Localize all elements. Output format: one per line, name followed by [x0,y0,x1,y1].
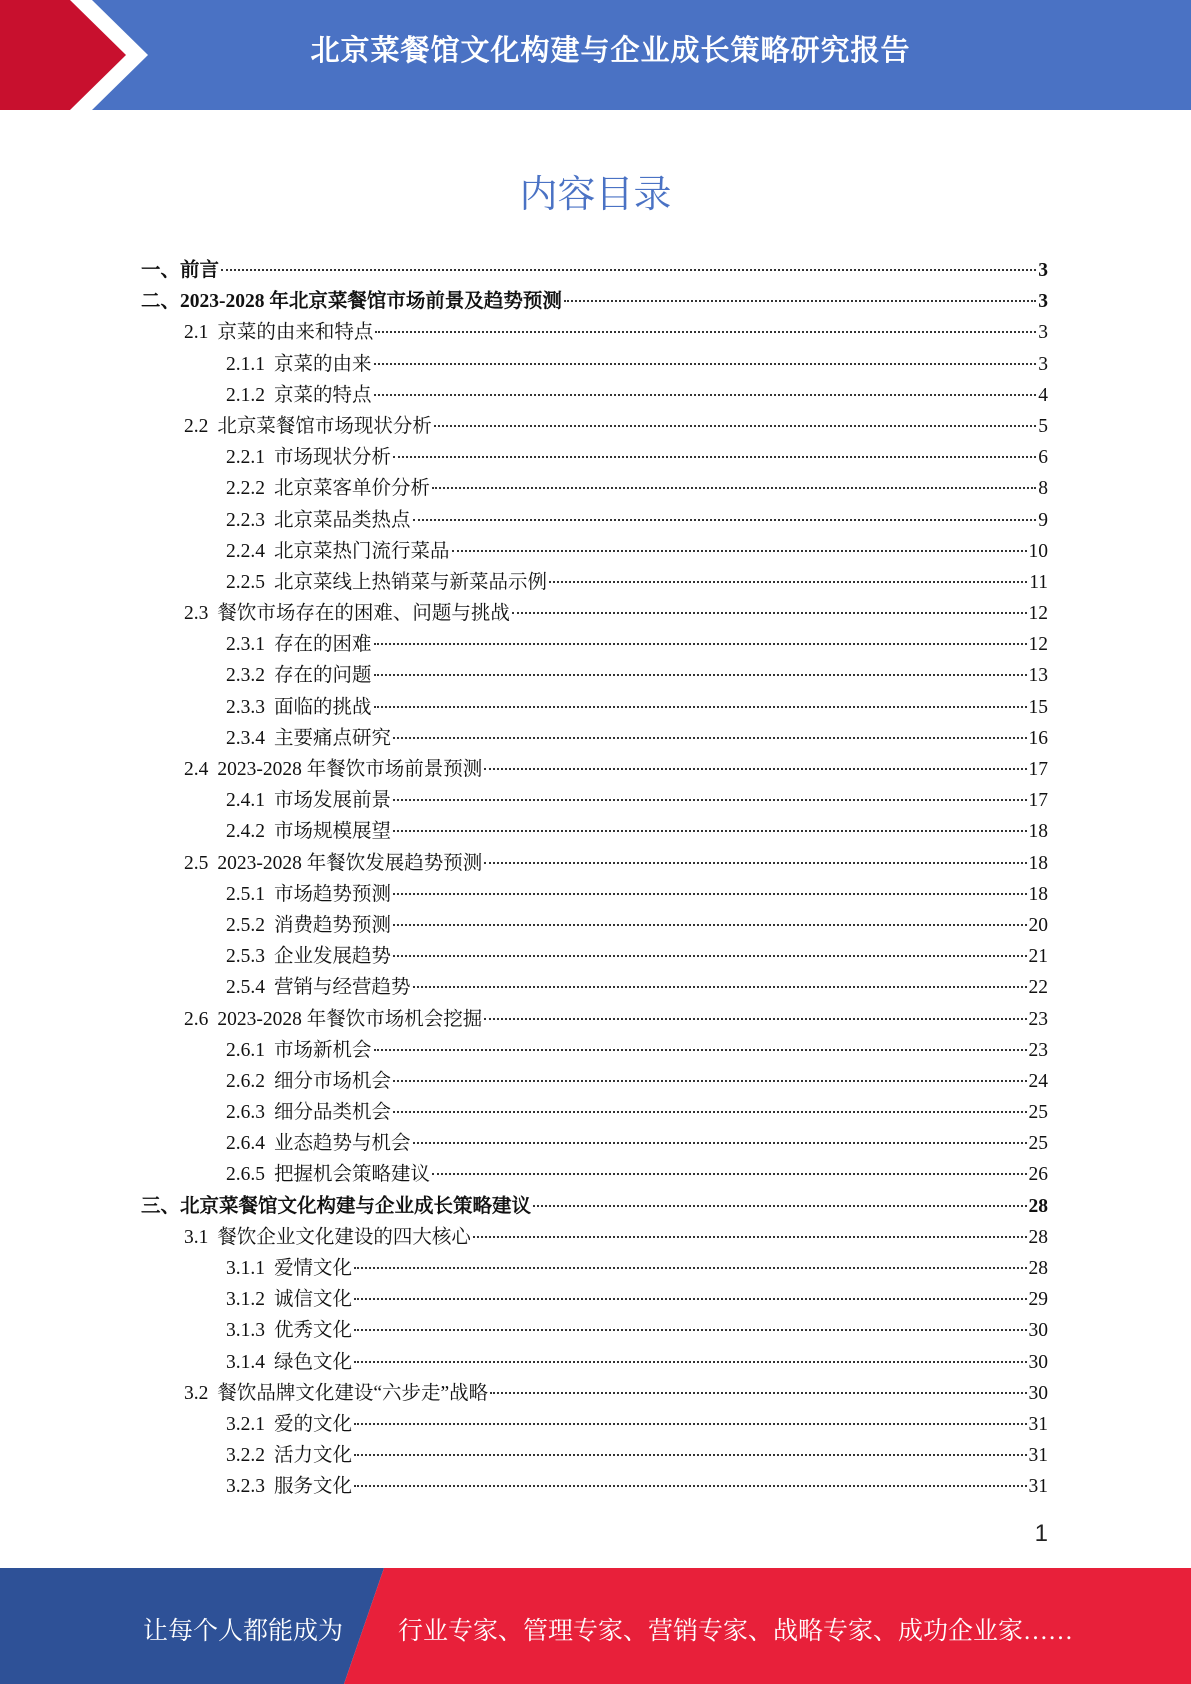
toc-entry[interactable] [141,1221,1048,1252]
toc-entry[interactable] [141,504,1048,535]
toc-entry-number: 2.6 [184,1008,209,1030]
toc-entry-title: 餐饮市场存在的困难、问题与挑战 [217,603,510,625]
toc-dot-leader [374,394,1036,396]
toc-entry[interactable] [141,1127,1048,1158]
toc-entry-title: 主要痛点研究 [274,727,392,749]
toc-entry-title: 2023-2028 年餐饮市场机会挖掘 [217,1008,483,1030]
toc-dot-leader [452,550,1027,552]
page-header [0,0,1191,110]
toc-entry-title: 2023-2028 年餐饮发展趋势预测 [217,852,483,874]
toc-entry-title: 北京菜热门流行菜品 [274,540,450,562]
toc-entry[interactable] [141,1470,1048,1501]
toc-entry-title: 爱的文化 [274,1413,353,1435]
toc-dot-leader [413,519,1036,521]
toc-entry-number: 2.5.1 [226,883,265,905]
toc-entry[interactable] [141,597,1048,628]
toc-entry-number: 2.2.4 [226,540,265,562]
toc-entry-number: 2.2.5 [226,571,265,593]
toc-entry-title: 北京菜客单价分析 [274,478,431,500]
page-number: 1 [1034,1520,1048,1547]
toc-entry-title: 北京菜餐馆文化构建与企业成长策略建议 [180,1195,532,1217]
toc-dot-leader [354,1423,1026,1425]
toc-entry-page: 29 [1028,1289,1048,1311]
toc-dot-leader [354,1454,1026,1456]
toc-entry-number: 3.1.1 [226,1258,265,1279]
footer-slogan-left: 让每个人都能成为 [143,1618,344,1645]
toc-entry-page: 12 [1028,634,1048,656]
toc-entry-number: 2.2.1 [226,447,265,469]
toc-entry-title: 餐饮企业文化建设的四大核心 [217,1226,471,1248]
toc-entry-page: 20 [1028,914,1048,936]
toc-entry-page: 31 [1028,1445,1048,1467]
toc-entry[interactable] [141,472,1048,503]
toc-entry[interactable] [141,566,1048,597]
toc-dot-leader [374,674,1027,676]
toc-entry-page: 26 [1028,1164,1048,1186]
toc-entry-page: 8 [1038,478,1048,500]
toc-entry[interactable] [141,1252,1048,1283]
toc-dot-leader [374,643,1027,645]
toc-dot-leader [434,425,1036,427]
toc-entry-number: 2.2 [184,415,209,437]
toc-dot-leader [432,487,1036,489]
table-of-contents [141,254,1048,1502]
toc-entry-number: 2.4 [184,759,209,780]
toc-entry[interactable] [141,535,1048,566]
toc-entry-number: 2.5.4 [226,977,265,999]
toc-dot-leader [533,1205,1026,1207]
toc-dot-leader [393,456,1036,458]
toc-entry-number: 2.1.2 [226,384,265,406]
toc-entry-page: 30 [1028,1382,1048,1404]
toc-dot-leader [354,1485,1026,1487]
toc-entry[interactable] [141,909,1048,940]
toc-entry-title: 2023-2028 年餐饮市场前景预测 [217,759,483,780]
toc-entry-title: 爱情文化 [274,1258,353,1279]
toc-entry[interactable] [141,348,1048,379]
toc-dot-leader [490,1392,1026,1394]
toc-entry-number: 2.3 [184,603,209,625]
report-title: 北京菜餐馆文化构建与企业成长策略研究报告 [310,35,911,67]
toc-entry-title: 活力文化 [274,1445,353,1467]
toc-entry-title: 绿色文化 [274,1351,353,1373]
toc-entry-page: 18 [1028,852,1048,874]
toc-entry[interactable] [141,847,1048,878]
toc-entry-page: 31 [1028,1476,1048,1498]
toc-entry[interactable] [141,940,1048,971]
toc-entry-page: 31 [1028,1413,1048,1435]
toc-entry-number: 3.1.4 [226,1351,265,1373]
toc-entry-number: 3.1 [184,1226,209,1248]
toc-entry-page: 23 [1028,1008,1048,1030]
toc-entry[interactable] [141,1439,1048,1470]
toc-dot-leader [374,363,1036,365]
toc-entry-page: 13 [1028,665,1048,687]
toc-dot-leader [374,706,1027,708]
toc-entry-page: 22 [1028,977,1048,999]
toc-dot-leader [221,269,1036,271]
toc-entry-number: 2.4.2 [226,821,265,843]
toc-entry-number: 一、 [141,260,181,281]
toc-entry-page: 23 [1028,1039,1048,1061]
toc-entry[interactable] [141,1283,1048,1314]
toc-entry-page: 18 [1028,883,1048,905]
toc-dot-leader [549,581,1027,583]
toc-dot-leader [393,955,1026,957]
toc-entry-page: 24 [1028,1070,1048,1092]
toc-entry-number: 2.1 [184,322,209,344]
toc-dot-leader [393,893,1026,895]
toc-entry-title: 存在的困难 [274,634,372,656]
toc-entry[interactable] [141,815,1048,846]
toc-entry-page: 17 [1028,759,1048,780]
toc-entry[interactable] [141,379,1048,410]
toc-entry-title: 业态趋势与机会 [274,1133,411,1155]
toc-entry-number: 三、 [141,1195,181,1217]
toc-entry-title: 2023-2028 年北京菜餐馆市场前景及趋势预测 [180,291,562,313]
toc-entry-page: 16 [1028,727,1048,749]
toc-entry-title: 细分市场机会 [274,1070,392,1092]
toc-entry-page: 30 [1028,1320,1048,1342]
toc-entry-page: 25 [1028,1102,1048,1124]
toc-entry-title: 面临的挑战 [274,696,372,718]
toc-dot-leader [484,862,1026,864]
toc-dot-leader [473,1236,1027,1238]
toc-entry-title: 京菜的由来和特点 [217,322,374,344]
toc-entry[interactable] [141,784,1048,815]
toc-entry[interactable] [141,971,1048,1002]
toc-entry-number: 2.5.3 [226,946,265,968]
toc-entry-page: 28 [1028,1195,1048,1217]
page-footer [0,1568,1191,1684]
toc-entry-page: 17 [1028,790,1048,812]
toc-entry-page: 18 [1028,821,1048,843]
toc-entry-number: 2.1.1 [226,353,265,375]
toc-entry[interactable] [141,1096,1048,1127]
toc-entry-number: 二、 [141,291,181,313]
toc-entry[interactable] [141,316,1048,347]
toc-dot-leader [393,799,1026,801]
toc-entry-title: 京菜的特点 [274,384,372,406]
toc-entry-number: 3.2.3 [226,1476,265,1498]
toc-entry-number: 3.1.2 [226,1289,265,1311]
toc-entry[interactable] [141,254,1048,285]
toc-entry-page: 10 [1028,540,1048,562]
toc-entry-number: 2.6.1 [226,1039,265,1061]
toc-dot-leader [413,986,1027,988]
toc-entry[interactable] [141,753,1048,784]
toc-entry[interactable] [141,1065,1048,1096]
toc-entry-title: 服务文化 [274,1476,353,1498]
toc-entry-title: 市场现状分析 [274,447,392,469]
toc-entry-title: 市场趋势预测 [274,883,392,905]
toc-entry-title: 北京菜线上热销菜与新菜品示例 [274,571,548,593]
toc-entry-page: 28 [1028,1258,1048,1279]
toc-entry-number: 2.3.4 [226,727,265,749]
toc-entry[interactable] [141,1377,1048,1408]
toc-entry[interactable] [141,1346,1048,1377]
toc-entry[interactable] [141,691,1048,722]
toc-entry-number: 2.5.2 [226,914,265,936]
toc-entry[interactable] [141,441,1048,472]
toc-entry[interactable] [141,878,1048,909]
toc-dot-leader [393,924,1026,926]
toc-entry-title: 北京菜品类热点 [274,509,411,531]
toc-entry-number: 2.6.2 [226,1070,265,1092]
toc-dot-leader [354,1361,1026,1363]
toc-entry-title: 北京菜餐馆市场现状分析 [217,415,432,437]
toc-entry-number: 2.6.4 [226,1133,265,1155]
toc-entry-page: 3 [1038,322,1048,344]
toc-entry-number: 2.6.3 [226,1102,265,1124]
toc-entry-title: 存在的问题 [274,665,372,687]
toc-entry[interactable] [141,1034,1048,1065]
toc-dot-leader [393,737,1026,739]
toc-entry[interactable] [141,628,1048,659]
toc-entry-title: 消费趋势预测 [274,914,392,936]
toc-entry-page: 12 [1028,603,1048,625]
toc-dot-leader [413,1142,1027,1144]
toc-entry-page: 3 [1038,353,1048,375]
toc-entry[interactable] [141,1408,1048,1439]
toc-entry-title: 企业发展趋势 [274,946,392,968]
toc-dot-leader [354,1267,1026,1269]
toc-entry-number: 2.6.5 [226,1164,265,1186]
toc-entry-title: 餐饮品牌文化建设“六步走”战略 [217,1382,489,1404]
toc-entry-title: 市场发展前景 [274,790,392,812]
toc-entry-number: 3.1.3 [226,1320,265,1342]
toc-dot-leader [484,768,1026,770]
toc-entry-page: 9 [1038,509,1048,531]
toc-dot-leader [512,612,1027,614]
toc-entry-title: 把握机会策略建议 [274,1164,431,1186]
toc-entry-number: 3.2 [184,1382,209,1404]
toc-entry-number: 3.2.1 [226,1413,265,1435]
toc-entry-number: 2.3.3 [226,696,265,718]
toc-entry[interactable] [141,659,1048,690]
toc-entry-page: 15 [1028,696,1048,718]
toc-entry-page: 5 [1038,415,1048,437]
footer-slogan-right: 行业专家、管理专家、营销专家、战略专家、成功企业家…… [398,1618,1074,1645]
toc-entry-page: 11 [1029,571,1048,593]
toc-dot-leader [354,1329,1026,1331]
toc-entry[interactable] [141,1314,1048,1345]
toc-entry-number: 2.4.1 [226,790,265,812]
toc-entry-page: 25 [1028,1133,1048,1155]
toc-dot-leader [393,830,1026,832]
toc-entry[interactable] [141,1190,1048,1221]
toc-entry-title: 细分品类机会 [274,1102,392,1124]
toc-dot-leader [375,331,1036,333]
toc-dot-leader [564,300,1036,302]
toc-entry[interactable] [141,1003,1048,1034]
toc-entry-title: 优秀文化 [274,1320,353,1342]
toc-dot-leader [393,1080,1026,1082]
toc-entry[interactable] [141,1158,1048,1189]
toc-entry[interactable] [141,722,1048,753]
toc-entry-page: 3 [1038,291,1048,313]
toc-entry-title: 京菜的由来 [274,353,372,375]
toc-entry-page: 30 [1028,1351,1048,1373]
toc-entry[interactable] [141,410,1048,441]
toc-entry-page: 28 [1028,1226,1048,1248]
toc-entry-page: 6 [1038,447,1048,469]
toc-dot-leader [484,1018,1026,1020]
toc-entry-number: 2.3.2 [226,665,265,687]
toc-dot-leader [432,1173,1026,1175]
toc-entry-title: 营销与经营趋势 [274,977,411,999]
toc-entry-title: 前言 [180,260,220,281]
toc-entry-title: 市场规模展望 [274,821,392,843]
toc-dot-leader [374,1049,1027,1051]
toc-entry-number: 2.5 [184,852,209,874]
toc-entry-title: 诚信文化 [274,1289,353,1311]
toc-entry-number: 2.2.3 [226,509,265,531]
toc-dot-leader [393,1111,1026,1113]
toc-entry[interactable] [141,285,1048,316]
toc-entry-page: 21 [1028,946,1048,968]
toc-entry-page: 3 [1038,260,1048,281]
toc-entry-number: 3.2.2 [226,1445,265,1467]
toc-entry-number: 2.2.2 [226,478,265,500]
toc-dot-leader [354,1298,1026,1300]
toc-heading: 内容目录 [519,174,672,216]
toc-entry-title: 市场新机会 [274,1039,372,1061]
toc-entry-number: 2.3.1 [226,634,265,656]
toc-entry-page: 4 [1038,384,1048,406]
